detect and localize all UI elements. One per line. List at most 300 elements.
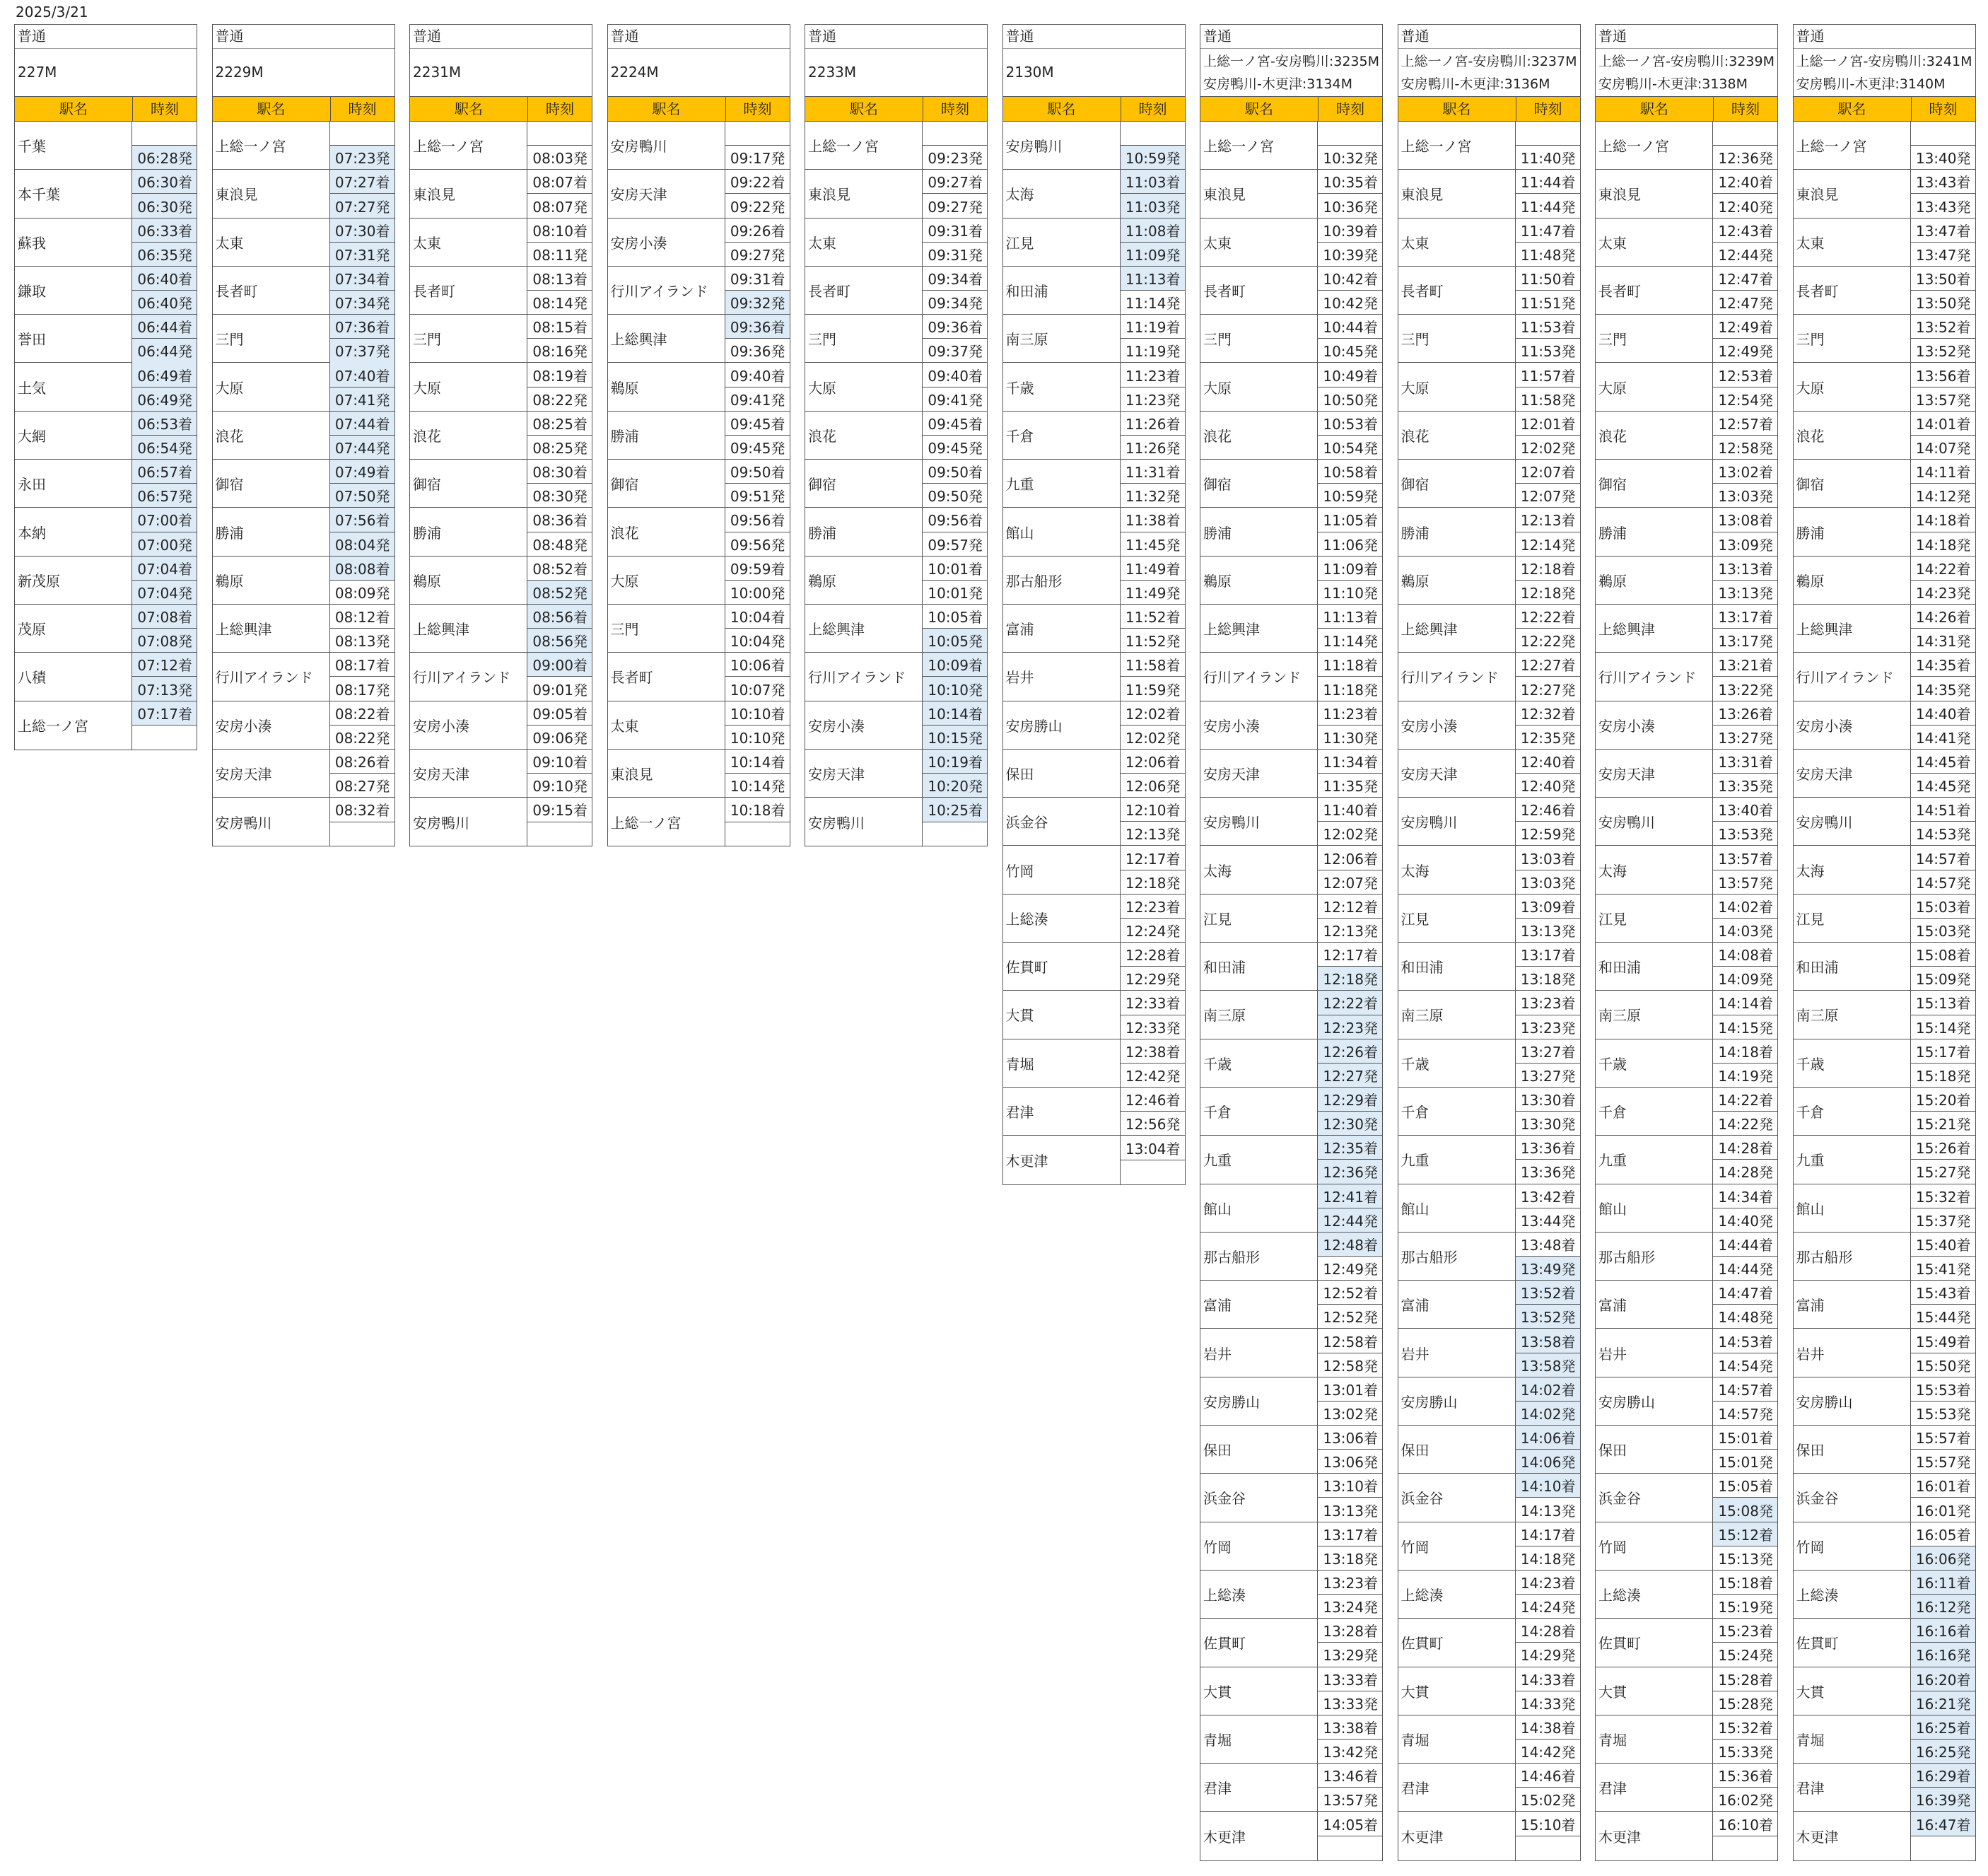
station-times (1911, 1715, 1975, 1763)
station-times (1121, 798, 1185, 845)
departure-time: 09:56発 (730, 536, 785, 554)
departure-time: 08:17発 (334, 681, 390, 699)
station-row (1003, 460, 1185, 508)
departure-time: 12:06発 (1125, 778, 1181, 796)
station-times (132, 653, 197, 700)
station-row (410, 508, 592, 556)
station-row (1596, 991, 1777, 1039)
departure-time: 11:51発 (1520, 295, 1576, 313)
station-times (1318, 1667, 1382, 1715)
departure-time: 10:59発 (1121, 146, 1185, 169)
departure-time: 13:50発 (1915, 295, 1971, 313)
departure-time: 11:26発 (1125, 440, 1181, 458)
station-name: 勝浦 (805, 508, 923, 555)
station-times (527, 798, 592, 846)
station-row (1003, 267, 1185, 315)
departure-time: 16:21発 (1911, 1691, 1975, 1715)
arrival-time: 13:56着 (1911, 363, 1975, 387)
station-name: 岩井 (1200, 1329, 1318, 1376)
station-name: 竹岡 (1200, 1522, 1318, 1570)
departure-time: 11:10発 (1323, 584, 1378, 602)
arrival-time: 13:31着 (1713, 750, 1777, 774)
station-times (1318, 1715, 1382, 1763)
departure-time: 09:10発 (532, 778, 587, 796)
departure-time: 14:42発 (1520, 1744, 1576, 1761)
station-name: 和田浦 (1794, 943, 1911, 990)
station-name: 上総一ノ宮 (1596, 122, 1713, 169)
station-row (213, 267, 394, 315)
station-times (1318, 1136, 1382, 1183)
station-name: 浪花 (805, 412, 923, 459)
departure-time: 07:44発 (330, 436, 394, 459)
departure-time: 12:49発 (1718, 343, 1773, 361)
station-times (132, 508, 197, 555)
arrival-time: 14:26着 (1911, 605, 1975, 629)
arrival-time: 14:44着 (1713, 1233, 1777, 1257)
departure-time: 12:07発 (1520, 488, 1576, 506)
station-name: 浪花 (1794, 412, 1911, 459)
arrival-time: 09:45着 (725, 412, 790, 436)
departure-time: 11:49発 (1125, 584, 1181, 602)
header-time: 時刻 (1731, 100, 1760, 117)
station-times (1911, 1039, 1975, 1087)
station-row (1200, 219, 1382, 267)
departure-time: 15:03発 (1915, 922, 1971, 940)
header-station: 駅名 (1003, 97, 1121, 121)
train-number-line: 上総一ノ宮-安房鴨川:3239M (1598, 54, 1775, 69)
station-name: 太東 (608, 701, 725, 749)
station-row (1398, 798, 1580, 846)
arrival-time: 08:52着 (527, 557, 592, 581)
train-category: 普通 (1200, 25, 1382, 49)
arrival-time: 10:58着 (1318, 460, 1382, 484)
station-times (1318, 1522, 1382, 1570)
station-row (1003, 943, 1185, 991)
train-timetable (1595, 24, 1778, 1861)
arrival-time: 08:10着 (527, 219, 592, 243)
station-row (1398, 1474, 1580, 1522)
station-name: 太海 (1596, 846, 1713, 893)
station-name: 長者町 (805, 267, 923, 314)
station-name: 青堀 (1200, 1715, 1318, 1763)
station-row (1596, 1039, 1777, 1088)
departure-time: 12:13発 (1125, 826, 1181, 844)
departure-time: 09:32発 (725, 291, 790, 314)
station-row (1003, 412, 1185, 460)
station-name: 那古船形 (1596, 1233, 1713, 1280)
arrival-time: 10:10着 (725, 701, 790, 726)
station-times (1121, 605, 1185, 652)
arrival-time: 16:29着 (1911, 1764, 1975, 1788)
station-name: 大原 (805, 363, 923, 410)
departure-time: 08:48発 (532, 536, 587, 554)
table-header (608, 96, 790, 122)
station-name: 佐貫町 (1003, 943, 1121, 990)
station-name: 君津 (1200, 1764, 1318, 1811)
station-times (527, 219, 592, 266)
station-row (1200, 508, 1382, 556)
station-row (1794, 991, 1975, 1039)
arrival-time: 09:56着 (725, 508, 790, 532)
departure-time: 11:30発 (1323, 729, 1378, 747)
arrival-time: 09:50着 (725, 460, 790, 484)
arrival-time: 10:06着 (725, 653, 790, 677)
station-row (213, 701, 394, 750)
station-row (1596, 1812, 1777, 1860)
station-name: 鵜原 (213, 557, 330, 604)
station-times (725, 219, 790, 266)
station-times (1516, 895, 1580, 942)
arrival-time: 06:57着 (132, 460, 197, 484)
arrival-time: 12:17着 (1318, 943, 1382, 967)
station-times (1713, 1426, 1777, 1473)
station-name: 浜金谷 (1200, 1474, 1318, 1521)
arrival-time: 09:50着 (923, 460, 987, 484)
station-name: 鎌取 (15, 267, 132, 314)
station-name: 竹岡 (1398, 1522, 1516, 1570)
station-times (1911, 701, 1975, 749)
arrival-time: 09:15着 (527, 798, 592, 822)
station-row (1596, 170, 1777, 218)
station-name: 誉田 (15, 315, 132, 362)
train-number-line: 上総一ノ宮-安房鴨川:3237M (1401, 54, 1577, 69)
station-row (1398, 1571, 1580, 1619)
station-row (1398, 460, 1580, 508)
departure-time: 13:40発 (1915, 150, 1971, 168)
departure-time: 12:40発 (1718, 198, 1773, 216)
arrival-time: 12:58着 (1318, 1329, 1382, 1353)
arrival-time: 12:26着 (1318, 1039, 1382, 1064)
station-times (1713, 605, 1777, 652)
station-name: 安房天津 (410, 750, 527, 797)
departure-time: 10:59発 (1323, 488, 1378, 506)
departure-time: 14:13発 (1520, 1502, 1576, 1520)
station-name: 安房天津 (608, 170, 725, 217)
station-name: 安房小湊 (1200, 701, 1318, 749)
station-times (1911, 219, 1975, 266)
station-times (1516, 122, 1580, 169)
train-number (1398, 49, 1580, 96)
station-row (15, 605, 197, 653)
station-name: 千歳 (1398, 1039, 1516, 1087)
departure-time: 10:39発 (1323, 246, 1378, 264)
station-name: 行川アイランド (213, 653, 330, 700)
train-number-line: 2233M (808, 64, 857, 81)
station-row (213, 798, 394, 846)
station-times (527, 315, 592, 362)
station-row (1398, 991, 1580, 1039)
station-times (1516, 1715, 1580, 1763)
table-header (15, 96, 197, 122)
header-time: 時刻 (1929, 100, 1958, 117)
departure-time: 12:27発 (1318, 1064, 1382, 1087)
station-row (805, 653, 987, 701)
arrival-time: 08:17着 (330, 653, 394, 677)
station-times (132, 219, 197, 266)
station-name: 三門 (1794, 315, 1911, 362)
departure-time: 11:32発 (1125, 488, 1181, 506)
departure-time: 11:40発 (1520, 150, 1576, 168)
station-row (1596, 1715, 1777, 1764)
station-times (923, 605, 987, 652)
departure-time: 11:45発 (1125, 536, 1181, 554)
station-row (1794, 895, 1975, 943)
header-time: 時刻 (546, 100, 574, 117)
station-times (1713, 460, 1777, 507)
departure-time: 09:45発 (928, 440, 983, 458)
station-times (1318, 605, 1382, 652)
departure-time: 11:23発 (1125, 391, 1181, 409)
departure-time: 12:54発 (1718, 391, 1773, 409)
station-times (1516, 267, 1580, 314)
departure-time: 07:41発 (330, 388, 394, 411)
station-name: 館山 (1003, 508, 1121, 555)
station-row (805, 557, 987, 605)
station-times (1911, 846, 1975, 893)
station-row (1200, 1281, 1382, 1329)
station-times (1318, 1088, 1382, 1135)
station-times (1516, 1088, 1580, 1135)
station-row (1200, 1715, 1382, 1764)
arrival-time: 06:33着 (132, 219, 197, 243)
station-name: 上総興津 (1794, 605, 1911, 652)
station-name: 岩井 (1794, 1329, 1911, 1376)
arrival-time: 11:31着 (1121, 460, 1185, 484)
departure-time: 10:10発 (730, 729, 785, 747)
departure-time: 15:57発 (1915, 1454, 1971, 1472)
station-times (330, 798, 394, 846)
station-name: 大貫 (1398, 1667, 1516, 1715)
station-times (1713, 1667, 1777, 1715)
arrival-time: 08:12着 (330, 605, 394, 629)
train-timetable (1002, 24, 1186, 1185)
departure-time: 13:03発 (1520, 874, 1576, 892)
departure-time: 09:50発 (928, 488, 983, 506)
departure-time: 09:22発 (730, 198, 785, 216)
arrival-time: 16:16着 (1911, 1619, 1975, 1643)
arrival-time: 10:42着 (1318, 267, 1382, 291)
train-number (410, 49, 592, 96)
station-times (1911, 1136, 1975, 1183)
departure-time: 12:29発 (1125, 971, 1181, 989)
arrival-time: 07:27着 (330, 170, 394, 194)
header-time: 時刻 (941, 100, 969, 117)
station-name: 安房鴨川 (1596, 798, 1713, 845)
station-name: 浜金谷 (1398, 1474, 1516, 1521)
arrival-time: 10:18着 (725, 798, 790, 822)
station-name: 御宿 (213, 460, 330, 507)
departure-time: 12:56発 (1125, 1116, 1181, 1134)
arrival-time: 14:46着 (1516, 1764, 1580, 1788)
departure-time: 15:27発 (1915, 1164, 1971, 1182)
station-row (410, 605, 592, 653)
station-times (1516, 557, 1580, 604)
station-times (330, 653, 394, 700)
arrival-time: 08:07着 (527, 170, 592, 194)
departure-time: 10:20発 (923, 774, 987, 797)
station-row (1596, 1571, 1777, 1619)
train-timetable (14, 24, 197, 750)
station-row (1596, 1233, 1777, 1281)
station-row (1200, 315, 1382, 363)
departure-time: 15:21発 (1915, 1116, 1971, 1134)
departure-time: 12:47発 (1718, 295, 1773, 313)
station-row (410, 219, 592, 267)
arrival-time: 13:38着 (1318, 1715, 1382, 1740)
station-times (1713, 653, 1777, 700)
departure-time: 09:27発 (730, 246, 785, 264)
station-name: 浜金谷 (1794, 1474, 1911, 1521)
station-row (1794, 1715, 1975, 1764)
station-name: 安房勝山 (1794, 1377, 1911, 1425)
arrival-time: 10:14着 (923, 701, 987, 726)
arrival-time: 12:18着 (1516, 557, 1580, 581)
station-name: 上総一ノ宮 (1398, 122, 1516, 169)
arrival-time: 13:36着 (1516, 1136, 1580, 1160)
station-times (1121, 557, 1185, 604)
arrival-time: 13:57着 (1713, 846, 1777, 870)
arrival-time: 11:18着 (1318, 653, 1382, 677)
station-row (213, 122, 394, 170)
departure-time: 12:52発 (1323, 1309, 1378, 1327)
arrival-time: 11:19着 (1121, 315, 1185, 339)
departure-time: 13:47発 (1915, 246, 1971, 264)
station-row (805, 701, 987, 750)
arrival-time: 12:13着 (1516, 508, 1580, 532)
station-name: 和田浦 (1596, 943, 1713, 990)
arrival-time: 13:30着 (1516, 1088, 1580, 1112)
station-name: 九重 (1596, 1136, 1713, 1183)
station-row (410, 750, 592, 798)
station-times (725, 557, 790, 604)
arrival-time: 08:22着 (330, 701, 394, 726)
arrival-time: 07:34着 (330, 267, 394, 291)
station-times (725, 750, 790, 797)
station-times (1713, 1522, 1777, 1570)
arrival-time: 09:36着 (725, 315, 790, 339)
arrival-time: 10:35着 (1318, 170, 1382, 194)
arrival-time: 10:09着 (923, 653, 987, 677)
station-name: 東浪見 (1398, 170, 1516, 217)
arrival-time: 12:22着 (1516, 605, 1580, 629)
station-times (330, 750, 394, 797)
station-times (1911, 1474, 1975, 1521)
arrival-time: 12:22着 (1318, 991, 1382, 1015)
departure-time (527, 822, 592, 846)
arrival-time: 07:08着 (132, 605, 197, 629)
arrival-time: 15:05着 (1713, 1474, 1777, 1498)
station-times (132, 557, 197, 604)
arrival-time: 11:23着 (1318, 701, 1382, 726)
arrival-time: 08:25着 (527, 412, 592, 436)
station-row (1398, 363, 1580, 411)
arrival-time: 13:17着 (1318, 1522, 1382, 1546)
station-row (410, 122, 592, 170)
arrival-time: 14:18着 (1911, 508, 1975, 532)
station-row (1398, 1764, 1580, 1812)
station-times (923, 798, 987, 846)
arrival-time: 09:56着 (923, 508, 987, 532)
station-times (725, 122, 790, 169)
station-name: 御宿 (1596, 460, 1713, 507)
station-times (1318, 1619, 1382, 1666)
station-times (1911, 122, 1975, 169)
arrival-time: 12:12着 (1318, 895, 1382, 919)
station-times (132, 412, 197, 459)
station-name: 安房勝山 (1596, 1377, 1713, 1425)
station-times (1121, 412, 1185, 459)
station-name: 行川アイランド (1398, 653, 1516, 700)
departure-time: 11:03発 (1121, 194, 1185, 217)
departure-time: 13:23発 (1520, 1019, 1576, 1037)
station-times (1516, 460, 1580, 507)
station-row (1596, 557, 1777, 605)
arrival-time: 09:31着 (923, 219, 987, 243)
header-time: 時刻 (1336, 100, 1364, 117)
station-name: 浪花 (1596, 412, 1713, 459)
station-times (330, 508, 394, 555)
departure-time: 09:17発 (730, 150, 785, 168)
station-times (923, 653, 987, 700)
station-name: 三門 (1596, 315, 1713, 362)
station-row (608, 219, 790, 267)
station-row (608, 750, 790, 798)
station-row (1200, 267, 1382, 315)
arrival-time: 15:36着 (1713, 1764, 1777, 1788)
station-row (1398, 1136, 1580, 1184)
station-name: 九重 (1200, 1136, 1318, 1183)
departure-time: 12:42発 (1125, 1067, 1181, 1085)
station-times (1713, 895, 1777, 942)
departure-time: 09:34発 (928, 295, 983, 313)
train-timetable (409, 24, 592, 846)
station-times (725, 363, 790, 410)
station-name: 太東 (1596, 219, 1713, 266)
departure-time: 14:45発 (1915, 778, 1971, 796)
station-name: 行川アイランド (410, 653, 527, 700)
departure-time: 14:24発 (1520, 1599, 1576, 1616)
station-name: 御宿 (1398, 460, 1516, 507)
departure-time: 10:05発 (923, 629, 987, 652)
station-name: 千葉 (15, 122, 132, 169)
station-row (15, 315, 197, 363)
departure-time: 16:01発 (1915, 1502, 1971, 1520)
station-times (1318, 1184, 1382, 1232)
station-row (1200, 557, 1382, 605)
station-name: 長者町 (213, 267, 330, 314)
station-times (1318, 267, 1382, 314)
station-times (1318, 412, 1382, 459)
departure-time: 13:06発 (1323, 1454, 1378, 1472)
station-times (1121, 363, 1185, 410)
station-name: 勝浦 (608, 412, 725, 459)
table-header (1003, 96, 1185, 122)
station-row (213, 170, 394, 218)
station-times (923, 412, 987, 459)
station-times (1911, 750, 1975, 797)
departure-time: 09:36発 (730, 343, 785, 361)
station-times (725, 653, 790, 700)
station-row (1398, 1329, 1580, 1377)
station-times (1911, 363, 1975, 410)
station-times (1516, 798, 1580, 845)
departure-time: 16:06発 (1911, 1546, 1975, 1570)
station-row (1794, 1667, 1975, 1715)
arrival-time: 12:53着 (1713, 363, 1777, 387)
departure-time: 14:28発 (1718, 1164, 1773, 1182)
station-row (608, 412, 790, 460)
station-row (1003, 895, 1185, 943)
